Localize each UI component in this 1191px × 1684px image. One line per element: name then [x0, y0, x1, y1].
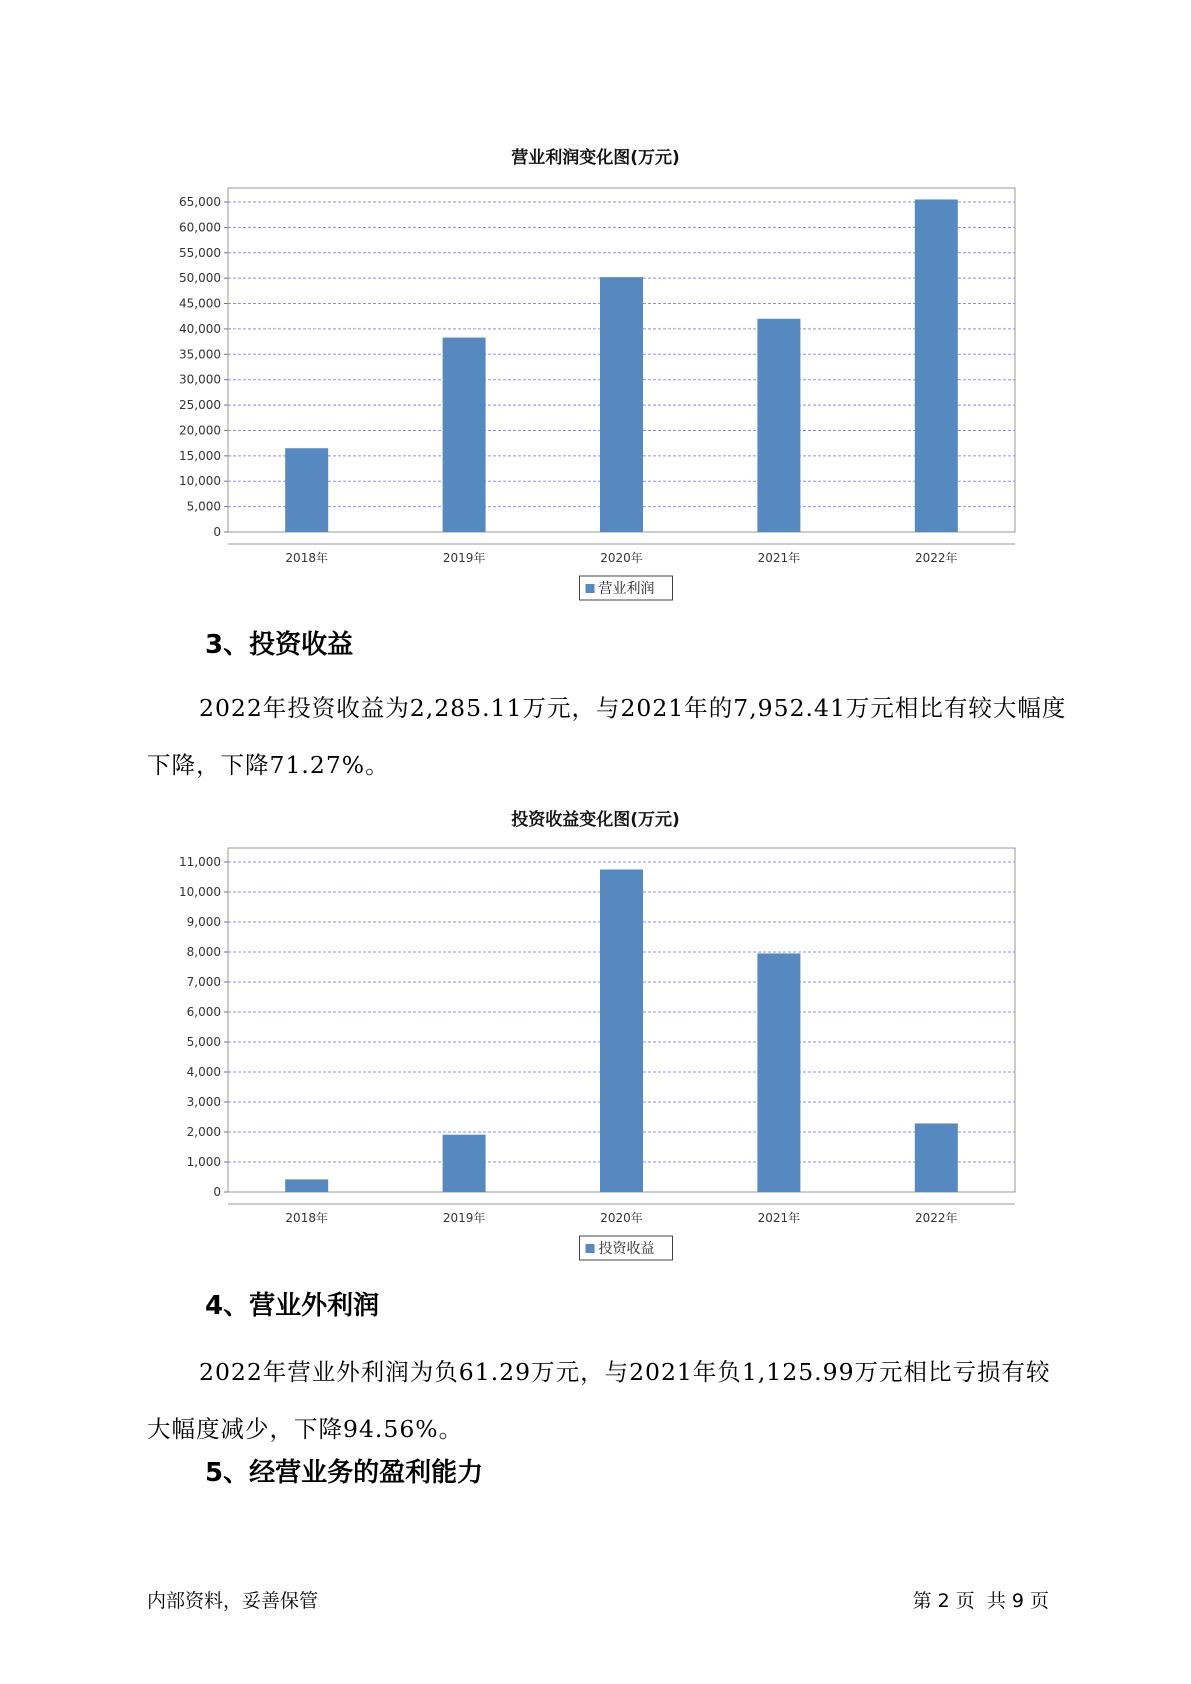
investment-income-chart — [150, 840, 1020, 1260]
y-tick-label: 8,000 — [186, 945, 221, 959]
y-tick-label: 1,000 — [186, 1155, 221, 1169]
legend-label: 投资收益 — [598, 1241, 655, 1257]
legend — [580, 576, 673, 600]
y-tick-label: 0 — [213, 525, 221, 539]
bar-2018年 — [285, 1179, 328, 1192]
y-tick-label: 0 — [213, 1185, 221, 1199]
y-tick-label: 45,000 — [179, 296, 221, 311]
y-tick-label: 25,000 — [179, 398, 221, 413]
x-tick-label: 2020年 — [600, 551, 643, 565]
bar-2021年 — [757, 319, 800, 532]
y-tick-label: 5,000 — [186, 1035, 221, 1049]
heading-non-operating-profit: 4、营业外利润 — [205, 1291, 380, 1321]
chart-title-investment-income: 投资收益变化图(万元) — [511, 810, 680, 830]
bar-2019年 — [443, 338, 486, 532]
legend-label: 营业利润 — [598, 581, 655, 597]
footer-page-number: 第 2 页 共 9 页 — [912, 1590, 1049, 1612]
footer-confidential-note: 内部资料，妥善保管 — [147, 1590, 319, 1612]
y-tick-label: 15,000 — [179, 448, 221, 463]
y-tick-label: 7,000 — [186, 975, 221, 989]
x-tick-label: 2018年 — [285, 1211, 328, 1225]
x-tick-label: 2022年 — [915, 1211, 958, 1225]
bar-2022年 — [915, 1123, 958, 1192]
bar-2018年 — [285, 448, 328, 532]
x-tick-label: 2022年 — [915, 551, 958, 565]
legend — [580, 1236, 673, 1260]
y-tick-label: 3,000 — [186, 1095, 221, 1109]
x-tick-label: 2021年 — [757, 551, 801, 565]
heading-core-business-profitability: 5、经营业务的盈利能力 — [205, 1458, 484, 1488]
y-tick-label: 10,000 — [179, 885, 221, 899]
y-tick-label: 60,000 — [179, 220, 221, 235]
bar-2020年 — [600, 277, 643, 532]
legend-swatch — [586, 584, 595, 593]
legend-swatch — [586, 1244, 595, 1253]
y-tick-label: 20,000 — [179, 423, 221, 438]
y-tick-label: 30,000 — [179, 372, 221, 387]
x-tick-label: 2018年 — [285, 551, 328, 565]
y-tick-label: 65,000 — [179, 195, 221, 209]
paragraph-non-operating-profit: 2022年营业外利润为负61.29万元，与2021年负1,125.99万元相比亏损有较大幅度减少，下降94.56%。 — [147, 1358, 1051, 1443]
x-tick-label: 2020年 — [600, 1211, 643, 1225]
y-tick-label: 50,000 — [179, 271, 221, 286]
heading-investment-income: 3、投资收益 — [205, 630, 354, 660]
bar-2020年 — [600, 870, 643, 1193]
y-tick-label: 55,000 — [179, 245, 221, 260]
y-tick-label: 4,000 — [186, 1065, 221, 1079]
operating-profit-chart — [150, 180, 1020, 600]
x-tick-label: 2019年 — [442, 551, 486, 565]
y-tick-label: 35,000 — [179, 347, 221, 362]
y-tick-label: 5,000 — [186, 499, 221, 514]
y-tick-label: 9,000 — [186, 915, 221, 929]
x-tick-label: 2021年 — [757, 1211, 801, 1225]
x-tick-label: 2019年 — [442, 1211, 486, 1225]
y-tick-label: 10,000 — [179, 474, 221, 489]
bar-2022年 — [915, 199, 958, 532]
paragraph-investment-income: 2022年投资收益为2,285.11万元，与2021年的7,952.41万元相比有较大幅度下降，下降71.27%。 — [147, 694, 1067, 779]
bar-2019年 — [443, 1135, 486, 1192]
y-tick-label: 40,000 — [179, 321, 221, 336]
y-tick-label: 6,000 — [186, 1005, 221, 1019]
y-tick-label: 2,000 — [186, 1125, 221, 1139]
bar-2021年 — [757, 953, 800, 1192]
y-tick-label: 11,000 — [179, 855, 221, 869]
chart-title-operating-profit: 营业利润变化图(万元) — [511, 148, 680, 168]
